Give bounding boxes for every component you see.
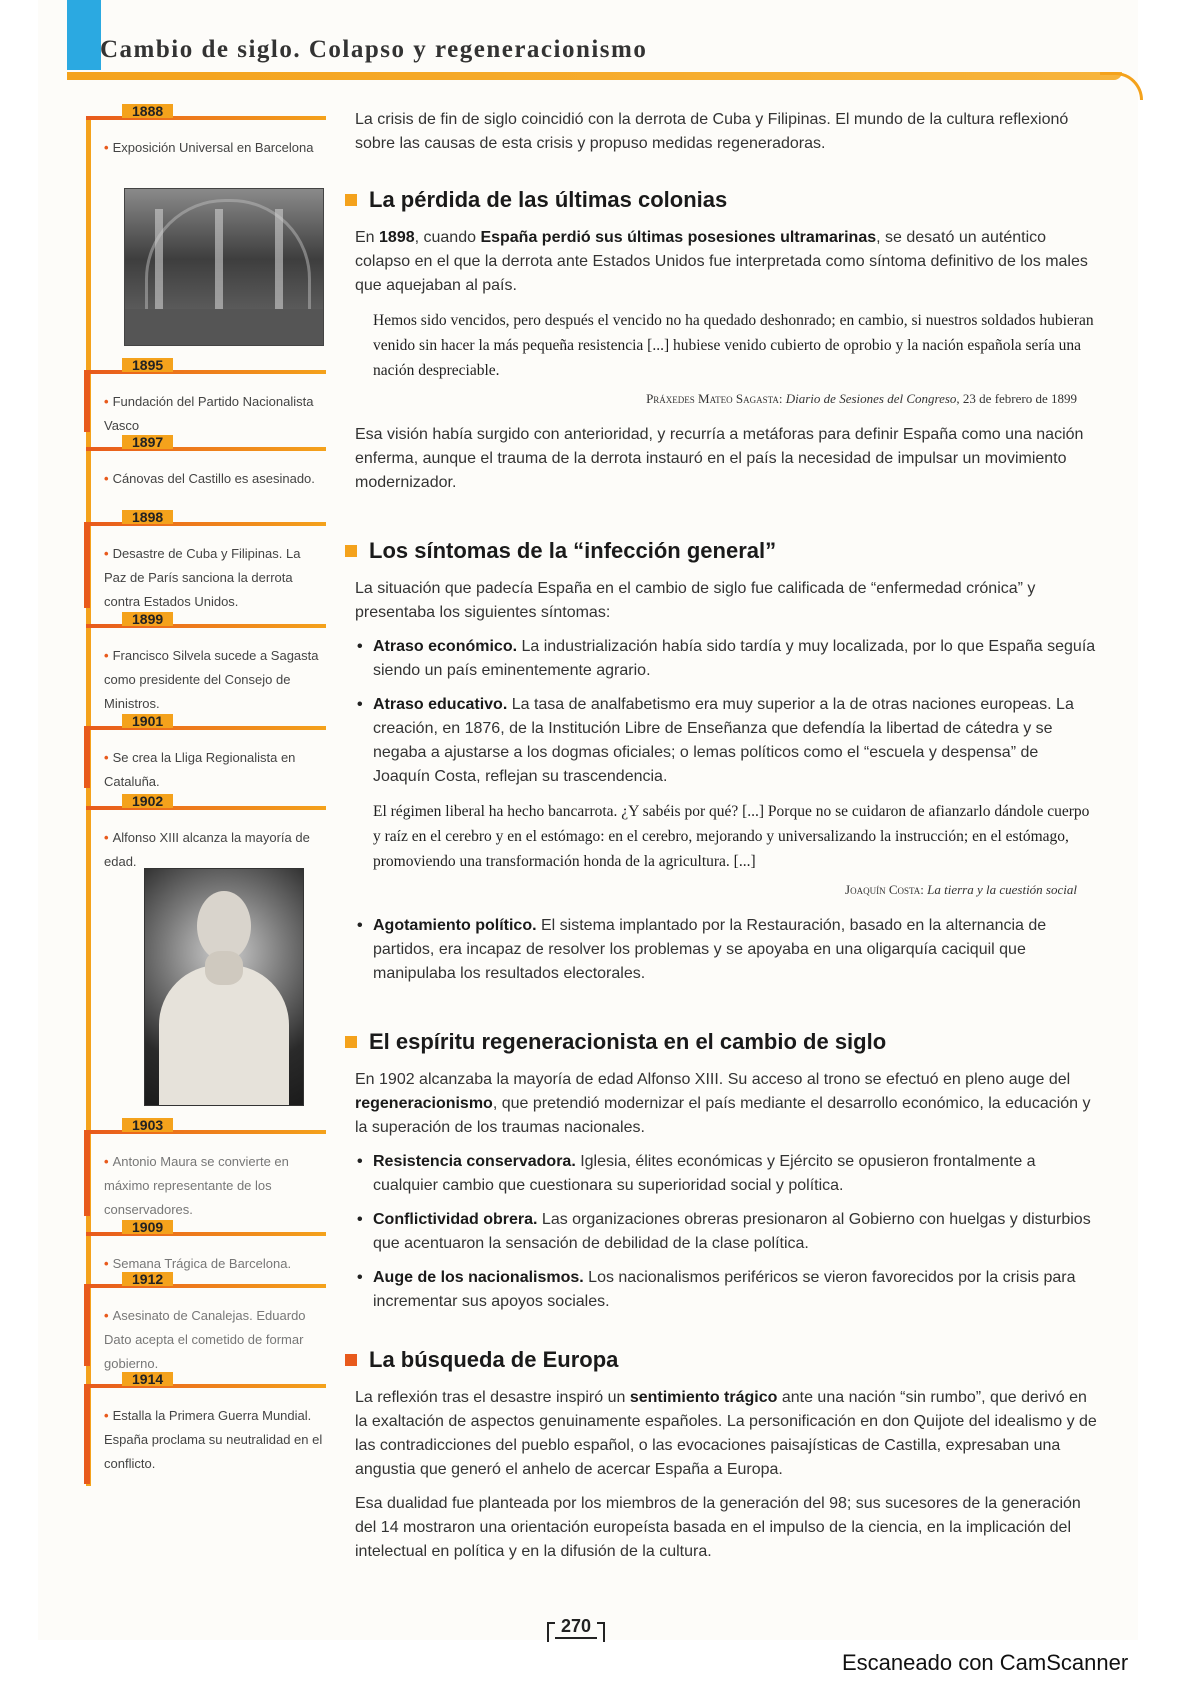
timeline-text: • Se crea la Lliga Regionalista en Cataluña. xyxy=(104,750,296,789)
timeline-text: • Semana Trágica de Barcelona. xyxy=(104,1256,292,1271)
quote-citation: Joaquín Costa: La tierra y la cuestión social xyxy=(845,882,1077,897)
timeline-year: 1895 xyxy=(122,358,173,372)
section-paragraph: Esa visión había surgido con anterioridad, y recurría a metáforas para definir España como una nación enferma, aunque el trauma de la derrota instauró en el país la necesidad de impulsar un movimiento modernizador. xyxy=(355,426,1084,491)
timeline-text: • Exposición Universal en Barcelona xyxy=(104,140,314,155)
timeline-text: • Cánovas del Castillo es asesinado. xyxy=(104,471,315,486)
section-paragraph: La situación que padecía España en el cambio de siglo fue calificada de “enfermedad crónica” y presentaba los siguientes síntomas: xyxy=(355,580,1036,621)
section-paragraph: Esa dualidad fue planteada por los miembros de la generación del 98; sus sucesores de la generación del 14 mostraron una orientación europeísta basada en el impulso de la ciencia, en la implicación del intelectual en política y en la difusión de la cultura. xyxy=(355,1495,1081,1560)
timeline-year: 1902 xyxy=(122,794,173,808)
timeline-year: 1909 xyxy=(122,1220,173,1234)
header-rule xyxy=(67,72,1122,80)
list-item: • Atraso educativo. La tasa de analfabetismo era muy superior a la de otras naciones europeas. La creación, en 1876, de la Institución Libre de Enseñanza que defendía la libertad de cátedra y se negaba a ajustarse a los dogmas oficiales; o lemas políticos como el “escuela y despensa” de Joaquín Costa, reflejan su trascendencia. xyxy=(355,693,1097,789)
page-header-title: Cambio de siglo. Colapso y regeneracionismo xyxy=(100,36,648,63)
page-number: 270 xyxy=(555,1616,597,1639)
timeline-text: • Francisco Silvela sucede a Sagasta como presidente del Consejo de Ministros. xyxy=(104,648,319,711)
section-heading: Los síntomas de la “infección general” xyxy=(345,539,1097,563)
list-item: • Agotamiento político. El sistema implantado por la Restauración, basado en la alternancia de partidos, era incapaz de resolver los problemas y se apoyaba en una oligarquía caciquil que manipulaba los resultados electorales. xyxy=(355,914,1097,986)
bullet-list xyxy=(355,914,1097,986)
timeline-line xyxy=(86,120,91,1486)
timeline-text: • Alfonso XIII alcanza la mayoría de edad. xyxy=(104,830,310,869)
list-item: • Conflictividad obrera. Las organizaciones obreras presionaron al Gobierno con huelgas y disturbios que acentuaron la sensación de debilidad de la clase política. xyxy=(355,1208,1097,1256)
main-content xyxy=(355,108,1097,1574)
timeline-text: • Antonio Maura se convierte en máximo representante de los conservadores. xyxy=(104,1154,289,1217)
section-paragraph: La reflexión tras el desastre inspiró un sentimiento trágico ante una nación “sin rumbo”, que derivó en la exaltación de aspectos genuinamente españoles. La personificación en don Quijote del idealismo y de las contradicciones del pueblo español, o las evocaciones paisajísticas de Castilla, expresaban una angustia que generó el anhelo de acercar España a Europa. xyxy=(355,1389,1097,1478)
timeline-year: 1903 xyxy=(122,1118,173,1132)
scanner-watermark: Escaneado con CamScanner xyxy=(842,1650,1129,1675)
section-heading: El espíritu regeneracionista en el cambio de siglo xyxy=(345,1030,1097,1054)
timeline-year: 1901 xyxy=(122,714,173,728)
section-heading: La búsqueda de Europa xyxy=(345,1348,1097,1372)
alfonso-xiii-portrait xyxy=(144,868,304,1106)
timeline-year: 1914 xyxy=(122,1372,173,1386)
intro-paragraph: La crisis de fin de siglo coincidió con la derrota de Cuba y Filipinas. El mundo de la cultura reflexionó sobre las causas de esta crisis y propuso medidas regeneradoras. xyxy=(355,111,1069,152)
quote-citation: Práxedes Mateo Sagasta: Diario de Sesiones del Congreso, 23 de febrero de 1899 xyxy=(646,391,1077,406)
chapter-tab xyxy=(67,0,101,70)
quote-sagasta: Hemos sido vencidos, pero después el vencido no ha quedado deshonrado; en cambio, si nuestros soldados hubieran venido sin hacer la más pequeña resistencia [...] hubiese venido cubierto de oprobio y la nación española sería una nación despreciable. xyxy=(373,312,1094,379)
timeline-text: • Asesinato de Canalejas. Eduardo Dato acepta el cometido de formar gobierno. xyxy=(104,1308,306,1371)
exposition-photo xyxy=(124,188,324,346)
section-heading: La pérdida de las últimas colonias xyxy=(345,188,1097,212)
list-item: • Resistencia conservadora. Iglesia, élites económicas y Ejército se opusieron frontalmente a cualquier cambio que cuestionara su superioridad social y política. xyxy=(355,1150,1097,1198)
timeline-year: 1898 xyxy=(122,510,173,524)
bullet-list xyxy=(355,635,1097,789)
list-item: • Auge de los nacionalismos. Los nacionalismos periféricos se vieron favorecidos por la crisis para incrementar sus apoyos sociales. xyxy=(355,1266,1097,1314)
quote-costa: El régimen liberal ha hecho bancarrota. ¿Y sabéis por qué? [...] Porque no se cuidaron de afianzarlo dándole cuerpo y raíz en el cerebro y en el estómago: en el cerebro, mejorando y universalizando la instrucción; en el estómago, promoviendo una transformación honda de la agricultura. [...] xyxy=(373,803,1090,870)
timeline-year: 1888 xyxy=(122,104,173,118)
timeline-text: • Estalla la Primera Guerra Mundial. España proclama su neutralidad en el conflicto. xyxy=(104,1408,323,1471)
timeline-text: • Fundación del Partido Nacionalista Vasco xyxy=(104,394,314,433)
timeline-year: 1897 xyxy=(122,435,173,449)
section-paragraph: En 1898, cuando España perdió sus últimas posesiones ultramarinas, se desató un auténtico colapso en el que la derrota ante Estados Unidos fue interpretada como síntoma definitivo de los males que aquejaban al país. xyxy=(355,229,1088,294)
timeline-year: 1899 xyxy=(122,612,173,626)
bullet-list xyxy=(355,1150,1097,1314)
list-item: • Atraso económico. La industrialización había sido tardía y muy localizada, por lo que España seguía siendo un país eminentemente agrario. xyxy=(355,635,1097,683)
section-paragraph: En 1902 alcanzaba la mayoría de edad Alfonso XIII. Su acceso al trono se efectuó en pleno auge del regeneracionismo, que pretendió modernizar el país mediante el desarrollo económico, la educación y la superación de los traumas nacionales. xyxy=(355,1071,1091,1136)
timeline-text: • Desastre de Cuba y Filipinas. La Paz de París sanciona la derrota contra Estados Unidos. xyxy=(104,546,301,609)
timeline-year: 1912 xyxy=(122,1272,173,1286)
